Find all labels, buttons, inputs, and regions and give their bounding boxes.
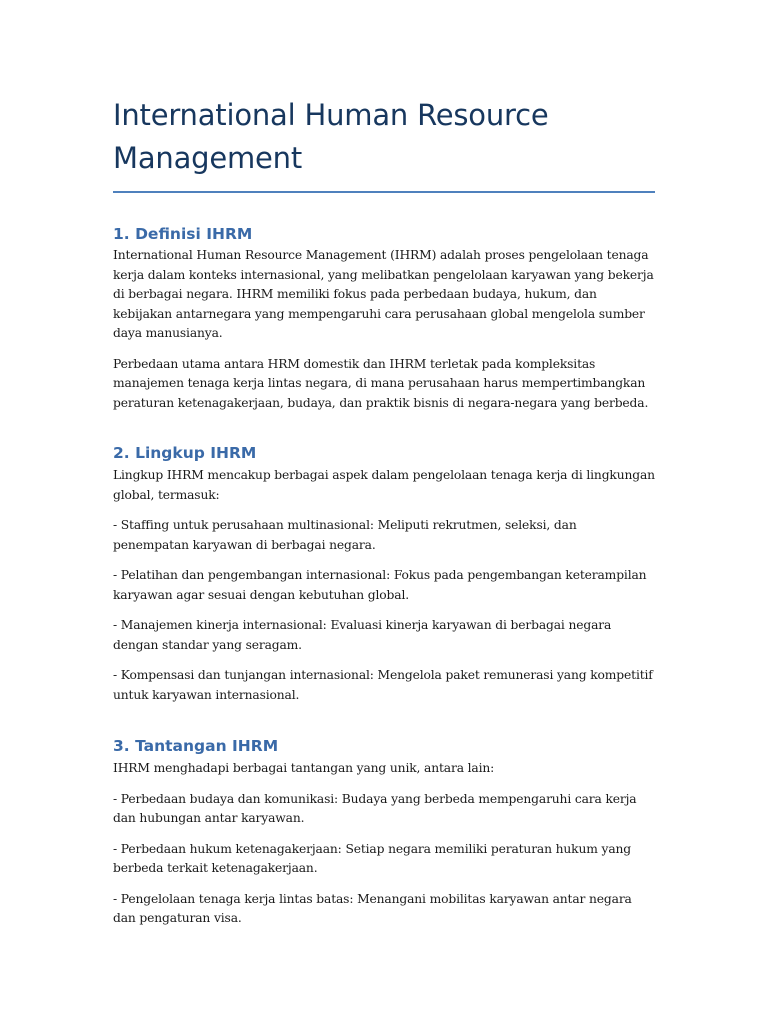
list-item: - Staffing untuk perusahaan multinasional: Meliputi rekrutmen, seleksi, dan penempatan karyawan di berbagai negara. bbox=[113, 518, 577, 552]
list-item: - Pelatihan dan pengembangan internasional: Fokus pada pengembangan keterampilan karyawan agar sesuai dengan kebutuhan global. bbox=[113, 568, 647, 602]
paragraph: International Human Resource Management (IHRM) adalah proses pengelolaan tenaga kerja dalam konteks internasional, yang melibatkan pengelolaan karyawan yang bekerja di berbagai negara. IHRM memiliki fokus pada perbedaan budaya, hukum, dan kebijakan antarnegara yang mempengaruhi cara perusahaan global mengelola sumber daya manusianya. bbox=[113, 248, 654, 340]
section-heading-tantangan: 3. Tantangan IHRM bbox=[113, 737, 279, 755]
document-title: International Human Resource Management bbox=[113, 98, 549, 175]
list-item: - Perbedaan budaya dan komunikasi: Budaya yang berbeda mempengaruhi cara kerja dan hubungan antar karyawan. bbox=[113, 791, 637, 825]
section-heading-definisi: 1. Definisi IHRM bbox=[113, 225, 253, 243]
list-item: - Pengelolaan tenaga kerja lintas batas: Menangani mobilitas karyawan antar negara dan pengaturan visa. bbox=[113, 891, 632, 925]
list-item: - Manajemen kinerja internasional: Evaluasi kinerja karyawan di berbagai negara dengan standar yang seragam. bbox=[113, 618, 612, 652]
paragraph: IHRM menghadapi berbagai tantangan yang unik, antara lain: bbox=[113, 761, 495, 775]
document-page bbox=[113, 94, 655, 929]
list-item: - Kompensasi dan tunjangan internasional: Mengelola paket remunerasi yang kompetitif untuk karyawan internasional. bbox=[113, 668, 653, 702]
section-heading-lingkup: 2. Lingkup IHRM bbox=[113, 444, 257, 462]
title-divider bbox=[113, 191, 655, 193]
list-item: - Perbedaan hukum ketenagakerjaan: Setiap negara memiliki peraturan hukum yang berbeda terkait ketenagakerjaan. bbox=[113, 841, 631, 875]
paragraph: Perbedaan utama antara HRM domestik dan IHRM terletak pada kompleksitas manajemen tenaga kerja lintas negara, di mana perusahaan harus mempertimbangkan peraturan ketenagakerjaan, budaya, dan praktik bisnis di negara-negara yang berbeda. bbox=[113, 356, 649, 410]
paragraph: Lingkup IHRM mencakup berbagai aspek dalam pengelolaan tenaga kerja di lingkungan global, termasuk: bbox=[113, 468, 655, 502]
